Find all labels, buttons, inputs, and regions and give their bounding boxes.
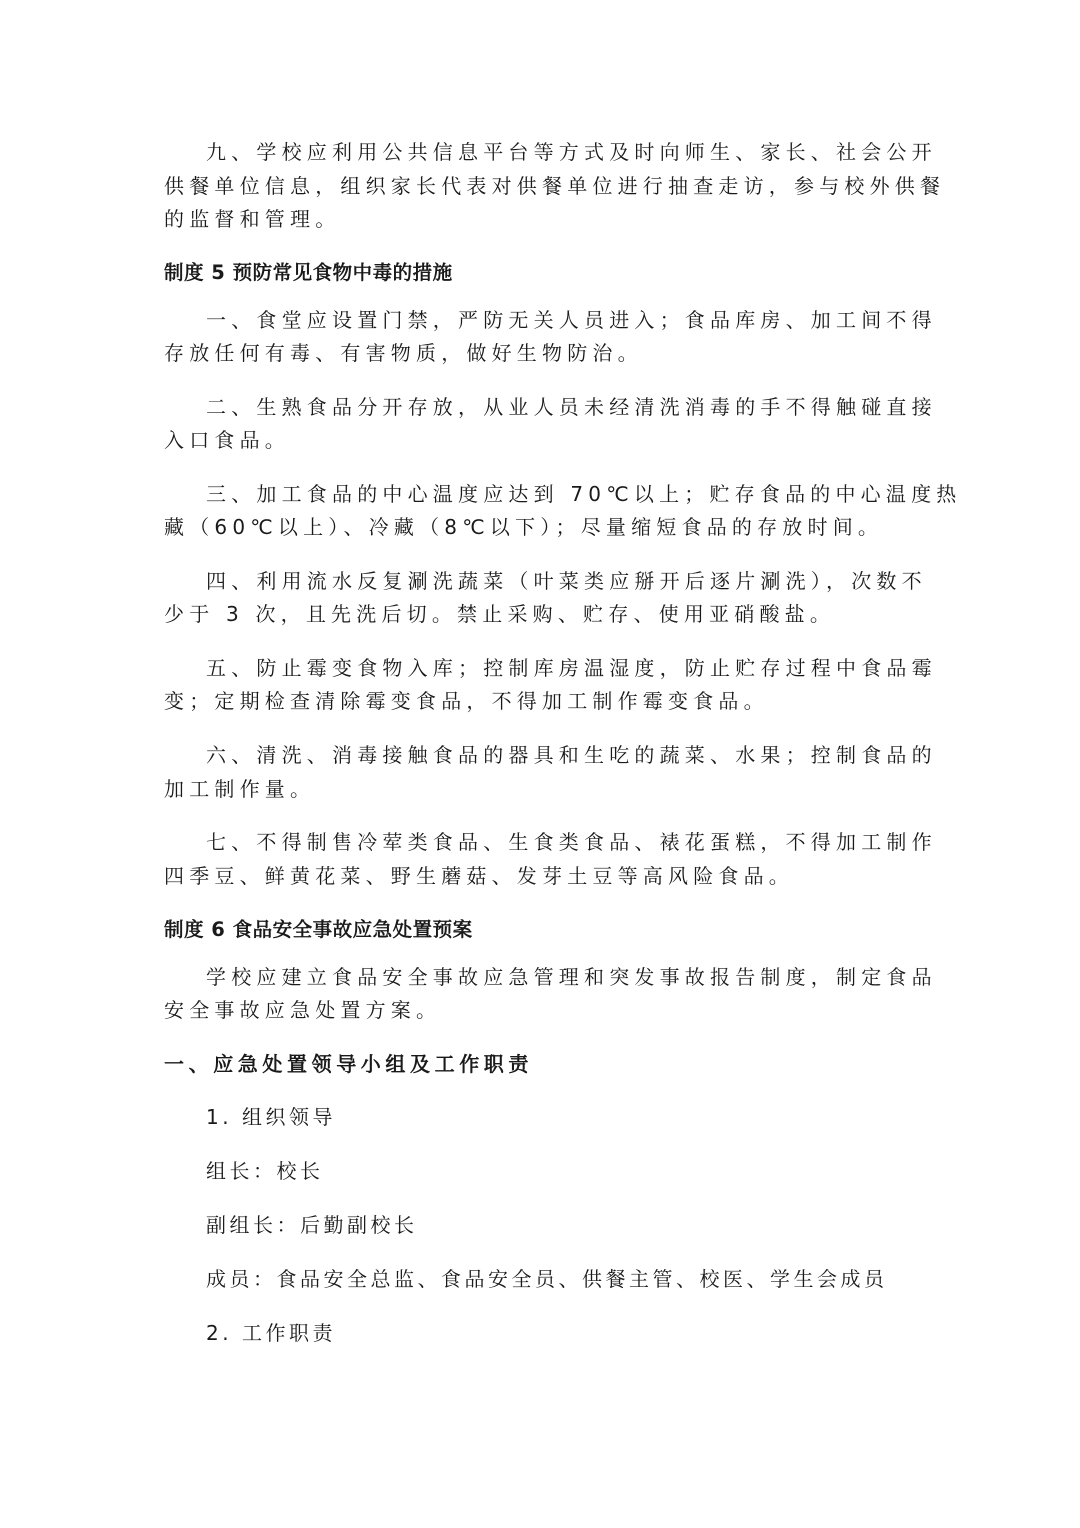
item-deputy-leader: 副组长：后勤副校长 bbox=[206, 1213, 418, 1237]
heading-system-6: 制度 6 食品安全事故应急处置预案 bbox=[164, 918, 473, 941]
intro-line-2: 安全事故应急处置方案。 bbox=[164, 998, 442, 1022]
measure-2-line-1: 二、生熟食品分开存放，从业人员未经清洗消毒的手不得触碰直接 bbox=[206, 395, 937, 419]
measure-6-line-2: 加工制作量。 bbox=[164, 777, 316, 801]
heading-system-5: 制度 5 预防常见食物中毒的措施 bbox=[164, 261, 453, 284]
para-9-line-1: 九、学校应利用公共信息平台等方式及时向师生、家长、社会公开 bbox=[206, 140, 937, 164]
measure-5-line-2: 变；定期检查清除霉变食品，不得加工制作霉变食品。 bbox=[164, 689, 769, 713]
measure-6-line-1: 六、清洗、消毒接触食品的器具和生吃的蔬菜、水果；控制食品的 bbox=[206, 743, 937, 767]
measure-2-line-2: 入口食品。 bbox=[164, 428, 290, 452]
item-duties: 2. 工作职责 bbox=[206, 1321, 336, 1345]
measure-7-line-1: 七、不得制售冷荤类食品、生食类食品、裱花蛋糕，不得加工制作 bbox=[206, 830, 937, 854]
measure-5-line-1: 五、防止霉变食物入库；控制库房温湿度，防止贮存过程中食品霉 bbox=[206, 656, 937, 680]
measure-4-line-1: 四、利用流水反复涮洗蔬菜（叶菜类应掰开后逐片涮洗），次数不 bbox=[206, 569, 927, 593]
item-members: 成员：食品安全总监、食品安全员、供餐主管、校医、学生会成员 bbox=[206, 1267, 888, 1291]
item-organization: 1. 组织领导 bbox=[206, 1105, 336, 1129]
measure-7-line-2: 四季豆、鲜黄花菜、野生蘑菇、发芽土豆等高风险食品。 bbox=[164, 864, 794, 888]
para-9-line-2: 供餐单位信息，组织家长代表对供餐单位进行抽查走访，参与校外供餐 bbox=[164, 174, 946, 198]
para-9-line-3: 的监督和管理。 bbox=[164, 207, 341, 231]
measure-1-line-1: 一、食堂应设置门禁，严防无关人员进入；食品库房、加工间不得 bbox=[206, 308, 937, 332]
measure-3-line-2: 藏（60℃以上）、冷藏（8℃以下）；尽量缩短食品的存放时间。 bbox=[164, 515, 884, 539]
intro-line-1: 学校应建立食品安全事故应急管理和突发事故报告制度，制定食品 bbox=[206, 965, 937, 989]
section-heading-1: 一、应急处置领导小组及工作职责 bbox=[164, 1052, 533, 1076]
measure-1-line-2: 存放任何有毒、有害物质，做好生物防治。 bbox=[164, 341, 643, 365]
item-leader: 组长：校长 bbox=[206, 1159, 324, 1183]
measure-4-line-2: 少于 3 次，且先洗后切。禁止采购、贮存、使用亚硝酸盐。 bbox=[164, 602, 836, 626]
measure-3-line-1: 三、加工食品的中心温度应达到 70℃以上；贮存食品的中心温度热 bbox=[206, 482, 962, 506]
